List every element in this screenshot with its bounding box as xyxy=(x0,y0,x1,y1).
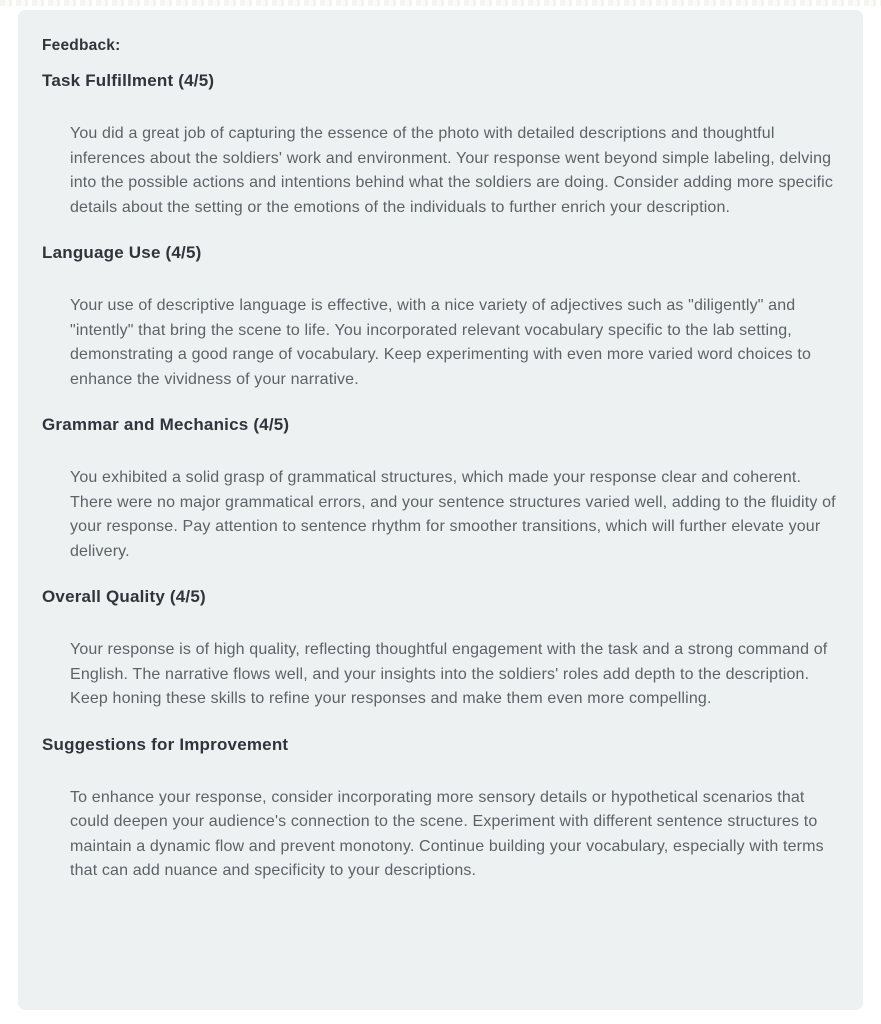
feedback-section-language-use xyxy=(42,243,839,392)
section-body-overall-quality: Your response is of high quality, reflecting thoughtful engagement with the task and a strong command of English. The narrative flows well, and your insights into the soldiers' roles add depth to the description. Keep honing these skills to refine your responses and make them even more compelling. xyxy=(70,641,828,707)
section-heading-suggestions-for-improvement: Suggestions for Improvement xyxy=(42,734,289,754)
feedback-label: Feedback: xyxy=(42,37,121,54)
section-heading-overall-quality: Overall Quality (4/5) xyxy=(42,587,206,606)
feedback-section-grammar-and-mechanics xyxy=(42,415,839,564)
feedback-section-task-fulfillment xyxy=(42,71,839,220)
section-body-suggestions-for-improvement: To enhance your response, consider incorporating more sensory details or hypothetical scenarios that could deepen your audience's connection to the scene. Experiment with different sentence structures to maintain a dynamic flow and prevent monotony. Continue building your vocabulary, especially with terms that can add nuance and specificity to your descriptions. xyxy=(70,788,824,879)
section-body-grammar-and-mechanics: You exhibited a solid grasp of grammatical structures, which made your response clear and coherent. There were no major grammatical errors, and your sentence structures varied well, adding to the fluidity of your response. Pay attention to sentence rhythm for smoother transitions, which will further elevate your delivery. xyxy=(70,469,836,560)
feedback-section-overall-quality xyxy=(42,587,839,712)
feedback-card xyxy=(18,10,863,1010)
section-heading-grammar-and-mechanics: Grammar and Mechanics (4/5) xyxy=(42,415,290,434)
cropped-text-artifact xyxy=(0,0,881,6)
section-body-task-fulfillment: You did a great job of capturing the essence of the photo with detailed descriptions and thoughtful inferences about the soldiers' work and environment. Your response went beyond simple labeling, delving into the possible actions and intentions behind what the soldiers are doing. Consider adding more specific details about the setting or the emotions of the individuals to further enrich your description. xyxy=(70,125,834,216)
feedback-section-suggestions-for-improvement xyxy=(42,735,839,884)
section-body-language-use: Your use of descriptive language is effective, with a nice variety of adjectives such as "diligently" and "intently" that bring the scene to life. You incorporated relevant vocabulary specific to the lab setting, demonstrating a good range of vocabulary. Keep experimenting with even more varied word choices to enhance the vividness of your narrative. xyxy=(70,297,812,388)
section-heading-task-fulfillment: Task Fulfillment (4/5) xyxy=(42,71,215,90)
section-heading-language-use: Language Use (4/5) xyxy=(42,243,202,262)
